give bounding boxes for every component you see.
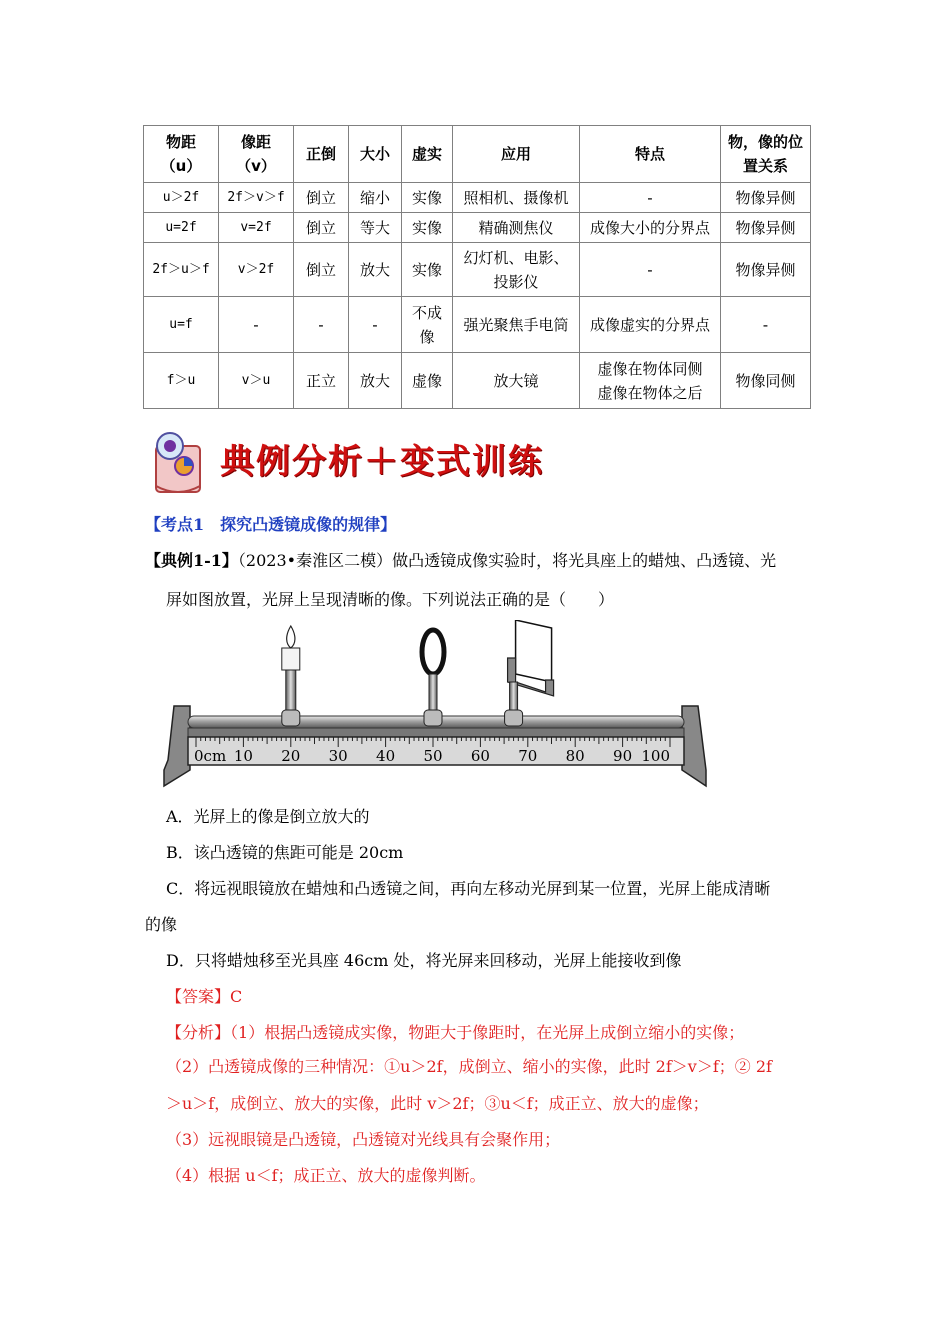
lens-holder (422, 630, 444, 726)
section-heading: 【考点1 探究凸透镜成像的规律】 (145, 515, 397, 534)
screen-holder (505, 620, 554, 726)
optical-bench-figure (160, 620, 715, 795)
header-size: 大小 (349, 126, 402, 183)
table-row (144, 183, 811, 213)
table-cell: u＞2f (144, 183, 219, 213)
table-row (144, 353, 811, 409)
analysis-line-2: （2）凸透镜成像的三种情况：①u＞2f，成倒立、缩小的实像，此时 2f＞v＞f；② 2f (166, 1057, 772, 1076)
table-cell: 照相机、摄像机 (453, 183, 580, 213)
header-image-distance: 像距 （v） (219, 126, 294, 183)
option-c-line-2: 的像 (145, 915, 178, 934)
table-cell: 精确测焦仪 (453, 213, 580, 243)
table-cell: - (219, 297, 294, 353)
ruler-tick-label: 80 (565, 747, 585, 765)
table-cell: 等大 (349, 213, 402, 243)
bench-left-leg (164, 706, 190, 786)
table-cell: 倒立 (294, 243, 349, 297)
table-cell: 放大镜 (453, 353, 580, 409)
table-cell: 不成 像 (402, 297, 453, 353)
table-cell: 物像异侧 (721, 213, 811, 243)
header-orientation: 正倒 (294, 126, 349, 183)
ruler-tick-label: 0cm (194, 747, 227, 765)
table-cell: - (721, 297, 811, 353)
candle (282, 648, 300, 670)
table-cell: 成像虚实的分界点 (580, 297, 721, 353)
header-position-relation: 物，像的位 置关系 (721, 126, 811, 183)
section-banner (150, 428, 570, 498)
option-d: D．只将蜡烛移至光具座 46cm 处，将光屏来回移动，光屏上能接收到像 (166, 951, 682, 970)
table-cell: - (349, 297, 402, 353)
candle-flame (287, 626, 295, 648)
banner-title: 典例分析＋变式训练 (220, 442, 544, 482)
table-row (144, 213, 811, 243)
table-cell: 成像大小的分界点 (580, 213, 721, 243)
table-cell: 实像 (402, 213, 453, 243)
table-cell: 2f＞v＞f (219, 183, 294, 213)
answer (166, 986, 242, 1008)
table-cell: 缩小 (349, 183, 402, 213)
analysis-line-1: 【分析】（1）根据凸透镜成实像，物距大于像距时，在光屏上成倒立缩小的实像； (166, 1023, 745, 1042)
ruler-tick-label: 90 (613, 747, 633, 765)
table-header-row (144, 126, 811, 183)
light-screen (516, 620, 552, 682)
table-cell: 物像异侧 (721, 243, 811, 297)
table-cell: 强光聚焦手电筒 (453, 297, 580, 353)
table-cell: f＞u (144, 353, 219, 409)
banner-book-icon (150, 428, 214, 498)
table-cell: - (580, 183, 721, 213)
answer-label: 【答案】 (166, 987, 231, 1006)
table-cell: 倒立 (294, 183, 349, 213)
candle-holder (282, 626, 300, 726)
example-line-2: 屏如图放置，光屏上呈现清晰的像。下列说法正确的是（ ） (166, 590, 615, 609)
convex-lens (422, 630, 444, 674)
table-cell: 放大 (349, 353, 402, 409)
analysis-label: 【分析】 (166, 1023, 231, 1042)
table-cell: 虚像 (402, 353, 453, 409)
table-cell: 幻灯机、电影、 投影仪 (453, 243, 580, 297)
header-object-distance: 物距 （u） (144, 126, 219, 183)
ruler-tick-label: 100 (641, 747, 670, 765)
ruler-tick-label: 30 (328, 747, 348, 765)
table-cell: v=2f (219, 213, 294, 243)
table-cell: 放大 (349, 243, 402, 297)
table-cell: 实像 (402, 243, 453, 297)
table-row (144, 297, 811, 353)
analysis-line-4: （3）远视眼镜是凸透镜，凸透镜对光线具有会聚作用； (166, 1130, 561, 1149)
table-cell: 2f＞u＞f (144, 243, 219, 297)
table-cell: 虚像在物体同侧 虚像在物体之后 (580, 353, 721, 409)
table-cell: v＞u (219, 353, 294, 409)
table-cell: 实像 (402, 183, 453, 213)
table-cell: u=f (144, 297, 219, 353)
header-application: 应用 (453, 126, 580, 183)
ruler-tick-label: 50 (423, 747, 443, 765)
analysis-line-5: （4）根据 u＜f；成正立、放大的虚像判断。 (166, 1166, 486, 1185)
table-cell: 正立 (294, 353, 349, 409)
ruler-tick-label: 20 (281, 747, 301, 765)
ruler-tick-label: 10 (233, 747, 253, 765)
answer-value: C (230, 987, 243, 1006)
table-cell: v＞2f (219, 243, 294, 297)
option-c-line-1: C．将远视眼镜放在蜡烛和凸透镜之间，再向左移动光屏到某一位置，光屏上能成清晰 (166, 879, 771, 898)
example-tag: 【典例1-1】 (145, 551, 238, 570)
bench-right-leg (682, 706, 706, 786)
table-row (144, 243, 811, 297)
header-real-virtual: 虚实 (402, 126, 453, 183)
analysis-line-3: ＞u＞f，成倒立、放大的实像，此时 v＞2f；③u＜f；成正立、放大的虚像； (166, 1094, 709, 1113)
ruler-tick-label: 60 (470, 747, 490, 765)
table-cell: u=2f (144, 213, 219, 243)
option-a: A．光屏上的像是倒立放大的 (166, 807, 370, 826)
table-cell: 倒立 (294, 213, 349, 243)
table-cell: 物像同侧 (721, 353, 811, 409)
ruler-tick-label: 70 (518, 747, 538, 765)
table-cell: - (294, 297, 349, 353)
option-b: B．该凸透镜的焦距可能是 20cm (166, 843, 404, 862)
header-feature: 特点 (580, 126, 721, 183)
lens-imaging-table (143, 125, 811, 409)
table-cell: 物像异侧 (721, 183, 811, 213)
example-line-1: 【典例1-1】（2023•秦淮区二模）做凸透镜成像实验时，将光具座上的蜡烛、凸透镜、光 (145, 551, 777, 570)
ruler-tick-label: 40 (376, 747, 396, 765)
table-cell: - (580, 243, 721, 297)
